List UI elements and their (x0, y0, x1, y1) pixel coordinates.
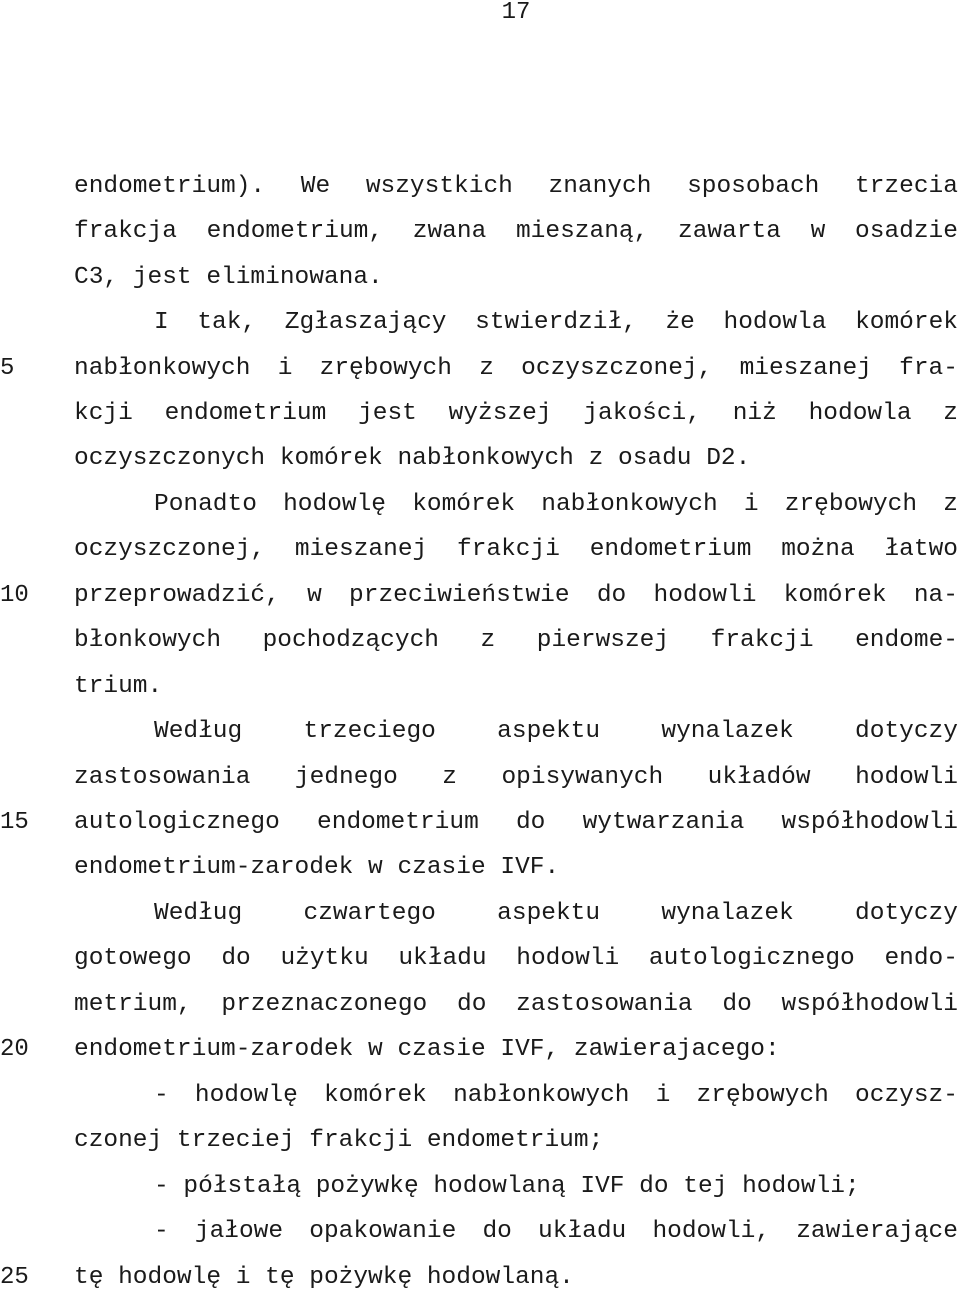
text-line: frakcja endometrium, zwana mieszaną, zawarta w osadzie (74, 218, 958, 245)
line-number-25: 25 (0, 1264, 29, 1291)
line-number-10: 10 (0, 582, 29, 609)
text-line: oczyszczonej, mieszanej frakcji endometrium można łatwo (74, 536, 958, 563)
text-line: przeprowadzić, w przeciwieństwie do hodowli komórek na- (74, 582, 958, 609)
text-line: - półstałą pożywkę hodowlaną IVF do tej hodowli; (154, 1173, 860, 1200)
text-line: oczyszczonych komórek nabłonkowych z osadu D2. (74, 445, 751, 472)
text-line: autologicznego endometrium do wytwarzania współhodowli (74, 809, 958, 836)
text-line: nabłonkowych i zrębowych z oczyszczonej, mieszanej fra- (74, 355, 958, 382)
text-line: C3, jest eliminowana. (74, 264, 383, 291)
text-line: I tak, Zgłaszający stwierdził, że hodowla komórek (154, 309, 958, 336)
text-line: endometrium-zarodek w czasie IVF, zawierajacego: (74, 1036, 780, 1063)
text-line: - jałowe opakowanie do układu hodowli, zawierające (154, 1218, 958, 1245)
text-line: - hodowlę komórek nabłonkowych i zrębowych oczysz- (154, 1082, 958, 1109)
text-line: czonej trzeciej frakcji endometrium; (74, 1127, 604, 1154)
text-line: endometrium). We wszystkich znanych sposobach trzecia (74, 173, 958, 200)
line-number-15: 15 (0, 809, 29, 836)
text-line: błonkowych pochodzących z pierwszej frakcji endome- (74, 627, 958, 654)
text-line: endometrium-zarodek w czasie IVF. (74, 854, 560, 881)
line-number-20: 20 (0, 1036, 29, 1063)
text-line: kcji endometrium jest wyższej jakości, niż hodowla z (74, 400, 958, 427)
text-line: gotowego do użytku układu hodowli autologicznego endo- (74, 945, 958, 972)
text-line: metrium, przeznaczonego do zastosowania do współhodowli (74, 991, 958, 1018)
text-line: trium. (74, 673, 163, 700)
text-line: Ponadto hodowlę komórek nabłonkowych i zrębowych z (154, 491, 958, 518)
page-number: 17 (501, 0, 531, 26)
text-line: tę hodowlę i tę pożywkę hodowlaną. (74, 1264, 574, 1291)
text-line: Według czwartego aspektu wynalazek dotyczy (154, 900, 958, 927)
text-line: zastosowania jednego z opisywanych układów hodowli (74, 764, 958, 791)
text-line: Według trzeciego aspektu wynalazek dotyczy (154, 718, 958, 745)
line-number-5: 5 (0, 355, 15, 382)
